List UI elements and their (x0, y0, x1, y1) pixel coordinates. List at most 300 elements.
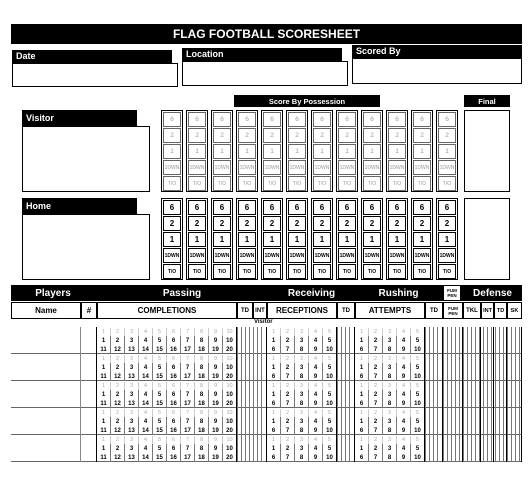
completion-cell[interactable]: 18 (195, 453, 209, 462)
reception-cell[interactable]: 6 (267, 372, 281, 381)
attempt-cell[interactable]: 2 (369, 444, 383, 453)
home-final-score[interactable] (464, 198, 510, 280)
attempt-cell[interactable]: 9 (397, 399, 411, 408)
reception-cell[interactable]: 9 (309, 399, 323, 408)
home-possession-cell[interactable]: T/O (188, 264, 206, 279)
reception-cell[interactable]: 2 (281, 336, 295, 345)
home-possession-cell[interactable]: 1DWN (188, 248, 206, 263)
attempt-cell[interactable]: 1 (355, 355, 369, 363)
attempt-cell[interactable]: 6 (355, 426, 369, 435)
home-possession-cell[interactable]: 2 (213, 216, 231, 231)
completion-cell[interactable]: 10 (223, 409, 237, 417)
completion-cell[interactable]: 1 (97, 336, 111, 345)
home-possession-cell[interactable]: T/O (438, 264, 456, 279)
completion-cell[interactable]: 15 (153, 453, 167, 462)
reception-cell[interactable]: 5 (323, 436, 337, 444)
reception-cell[interactable]: 1 (267, 417, 281, 426)
completion-cell[interactable]: 6 (167, 444, 181, 453)
completion-cell[interactable]: 13 (125, 399, 139, 408)
home-possession-cell[interactable]: T/O (313, 264, 331, 279)
reception-cell[interactable]: 1 (267, 363, 281, 372)
attempt-cell[interactable]: 8 (383, 372, 397, 381)
reception-cell[interactable]: 5 (323, 417, 337, 426)
completion-cell[interactable]: 6 (167, 382, 181, 390)
reception-cell[interactable]: 6 (267, 345, 281, 354)
attempt-cell[interactable]: 1 (355, 409, 369, 417)
home-possession-cell[interactable]: 6 (388, 200, 406, 215)
home-possession-cell[interactable]: T/O (163, 264, 181, 279)
completion-cell[interactable]: 3 (125, 417, 139, 426)
completion-cell[interactable]: 6 (167, 363, 181, 372)
completion-cell[interactable]: 15 (153, 345, 167, 354)
attempt-cell[interactable]: 7 (369, 399, 383, 408)
completion-cell[interactable]: 3 (125, 390, 139, 399)
visitor-possession-cell[interactable]: T/O (188, 176, 206, 191)
attempt-cell[interactable]: 6 (355, 453, 369, 462)
completion-cell[interactable]: 8 (195, 328, 209, 336)
home-possession-cell[interactable]: 6 (288, 200, 306, 215)
completion-cell[interactable]: 10 (223, 328, 237, 336)
completion-cell[interactable]: 7 (181, 444, 195, 453)
attempt-cell[interactable]: 4 (397, 444, 411, 453)
attempt-cell[interactable]: 1 (355, 417, 369, 426)
attempt-cell[interactable]: 9 (397, 372, 411, 381)
attempt-cell[interactable]: 5 (411, 409, 425, 417)
attempt-cell[interactable]: 6 (355, 372, 369, 381)
visitor-team-field[interactable] (22, 126, 150, 192)
completion-cell[interactable]: 7 (181, 328, 195, 336)
home-possession-cell[interactable]: T/O (338, 264, 356, 279)
completion-cell[interactable]: 5 (153, 328, 167, 336)
player-number-field[interactable] (81, 435, 97, 462)
visitor-possession-cell[interactable]: 1 (338, 144, 356, 159)
home-possession-cell[interactable]: 6 (313, 200, 331, 215)
attempt-cell[interactable]: 3 (383, 382, 397, 390)
reception-cell[interactable]: 4 (309, 417, 323, 426)
completion-cell[interactable]: 2 (111, 444, 125, 453)
attempt-cell[interactable]: 2 (369, 382, 383, 390)
home-possession-cell[interactable]: T/O (263, 264, 281, 279)
completion-cell[interactable]: 8 (195, 336, 209, 345)
visitor-possession-cell[interactable]: 1 (163, 144, 181, 159)
completion-cell[interactable]: 3 (125, 355, 139, 363)
attempt-cell[interactable]: 4 (397, 363, 411, 372)
completion-cell[interactable]: 16 (167, 399, 181, 408)
attempt-cell[interactable]: 8 (383, 453, 397, 462)
completion-cell[interactable]: 12 (111, 426, 125, 435)
attempt-cell[interactable]: 5 (411, 382, 425, 390)
attempt-cell[interactable]: 3 (383, 363, 397, 372)
completion-cell[interactable]: 3 (125, 363, 139, 372)
reception-cell[interactable]: 5 (323, 390, 337, 399)
home-possession-cell[interactable]: 6 (188, 200, 206, 215)
visitor-possession-cell[interactable]: 6 (313, 112, 331, 127)
visitor-possession-cell[interactable]: 6 (188, 112, 206, 127)
attempt-cell[interactable]: 3 (383, 328, 397, 336)
attempt-cell[interactable]: 5 (411, 355, 425, 363)
reception-cell[interactable]: 4 (309, 363, 323, 372)
visitor-possession-cell[interactable]: 1 (413, 144, 431, 159)
home-possession-cell[interactable]: 1 (188, 232, 206, 247)
completion-cell[interactable]: 3 (125, 336, 139, 345)
reception-cell[interactable]: 1 (267, 409, 281, 417)
home-possession-cell[interactable]: 1 (238, 232, 256, 247)
reception-cell[interactable]: 8 (295, 345, 309, 354)
completion-cell[interactable]: 7 (181, 390, 195, 399)
player-name-field[interactable] (11, 435, 81, 462)
completion-cell[interactable]: 10 (223, 363, 237, 372)
location-field[interactable] (182, 61, 348, 86)
attempt-cell[interactable]: 2 (369, 417, 383, 426)
visitor-possession-cell[interactable]: 2 (413, 128, 431, 143)
completion-cell[interactable]: 1 (97, 363, 111, 372)
completion-cell[interactable]: 15 (153, 426, 167, 435)
completion-cell[interactable]: 14 (139, 372, 153, 381)
attempt-cell[interactable]: 9 (397, 453, 411, 462)
reception-cell[interactable]: 1 (267, 336, 281, 345)
home-possession-cell[interactable]: T/O (288, 264, 306, 279)
home-possession-cell[interactable]: 6 (438, 200, 456, 215)
completion-cell[interactable]: 1 (97, 390, 111, 399)
completion-cell[interactable]: 1 (97, 417, 111, 426)
completion-cell[interactable]: 20 (223, 345, 237, 354)
reception-cell[interactable]: 9 (309, 345, 323, 354)
visitor-possession-cell[interactable]: 1DWN (413, 160, 431, 175)
completion-cell[interactable]: 14 (139, 426, 153, 435)
completion-cell[interactable]: 10 (223, 355, 237, 363)
attempt-cell[interactable]: 5 (411, 390, 425, 399)
visitor-possession-cell[interactable]: 2 (388, 128, 406, 143)
completion-cell[interactable]: 1 (97, 328, 111, 336)
completion-cell[interactable]: 20 (223, 399, 237, 408)
player-name-field[interactable] (11, 381, 81, 408)
attempt-cell[interactable]: 9 (397, 345, 411, 354)
attempt-cell[interactable]: 4 (397, 382, 411, 390)
completion-cell[interactable]: 6 (167, 328, 181, 336)
completion-cell[interactable]: 5 (153, 417, 167, 426)
visitor-possession-cell[interactable]: 1DWN (363, 160, 381, 175)
visitor-possession-cell[interactable]: 1DWN (388, 160, 406, 175)
home-possession-cell[interactable]: 6 (413, 200, 431, 215)
attempt-cell[interactable]: 3 (383, 444, 397, 453)
visitor-possession-cell[interactable]: 6 (213, 112, 231, 127)
completion-cell[interactable]: 8 (195, 444, 209, 453)
completion-cell[interactable]: 17 (181, 426, 195, 435)
attempt-cell[interactable]: 4 (397, 355, 411, 363)
completion-cell[interactable]: 9 (209, 444, 223, 453)
visitor-possession-cell[interactable]: 6 (413, 112, 431, 127)
reception-cell[interactable]: 5 (323, 409, 337, 417)
attempt-cell[interactable]: 7 (369, 372, 383, 381)
attempt-cell[interactable]: 7 (369, 345, 383, 354)
completion-cell[interactable]: 16 (167, 426, 181, 435)
home-possession-cell[interactable]: T/O (213, 264, 231, 279)
completion-cell[interactable]: 2 (111, 328, 125, 336)
completion-cell[interactable]: 2 (111, 336, 125, 345)
completion-cell[interactable]: 6 (167, 336, 181, 345)
reception-cell[interactable]: 7 (281, 372, 295, 381)
attempt-cell[interactable]: 9 (397, 426, 411, 435)
attempt-cell[interactable]: 5 (411, 417, 425, 426)
reception-cell[interactable]: 2 (281, 436, 295, 444)
completion-cell[interactable]: 3 (125, 382, 139, 390)
completion-cell[interactable]: 13 (125, 426, 139, 435)
attempt-cell[interactable]: 3 (383, 355, 397, 363)
home-possession-cell[interactable]: 2 (188, 216, 206, 231)
reception-cell[interactable]: 1 (267, 436, 281, 444)
completion-cell[interactable]: 11 (97, 372, 111, 381)
completion-cell[interactable]: 2 (111, 436, 125, 444)
reception-cell[interactable]: 3 (295, 336, 309, 345)
reception-cell[interactable]: 5 (323, 382, 337, 390)
visitor-possession-cell[interactable]: 2 (438, 128, 456, 143)
completion-cell[interactable]: 11 (97, 453, 111, 462)
completion-cell[interactable]: 9 (209, 363, 223, 372)
visitor-possession-cell[interactable]: T/O (313, 176, 331, 191)
completion-cell[interactable]: 3 (125, 328, 139, 336)
completion-cell[interactable]: 19 (209, 399, 223, 408)
visitor-possession-cell[interactable]: 2 (163, 128, 181, 143)
completion-cell[interactable]: 4 (139, 328, 153, 336)
completion-cell[interactable]: 14 (139, 399, 153, 408)
attempt-cell[interactable]: 2 (369, 390, 383, 399)
visitor-possession-cell[interactable]: 6 (438, 112, 456, 127)
attempt-cell[interactable]: 4 (397, 436, 411, 444)
attempt-cell[interactable]: 2 (369, 336, 383, 345)
home-possession-cell[interactable]: 1DWN (438, 248, 456, 263)
completion-cell[interactable]: 10 (223, 390, 237, 399)
completion-cell[interactable]: 4 (139, 355, 153, 363)
attempt-cell[interactable]: 7 (369, 453, 383, 462)
completion-cell[interactable]: 17 (181, 453, 195, 462)
visitor-possession-cell[interactable]: 1 (213, 144, 231, 159)
home-possession-cell[interactable]: 2 (288, 216, 306, 231)
reception-cell[interactable]: 8 (295, 372, 309, 381)
home-possession-cell[interactable]: 1DWN (238, 248, 256, 263)
visitor-possession-cell[interactable]: T/O (263, 176, 281, 191)
visitor-possession-cell[interactable]: 1DWN (438, 160, 456, 175)
visitor-possession-cell[interactable]: T/O (238, 176, 256, 191)
completion-cell[interactable]: 20 (223, 453, 237, 462)
completion-cell[interactable]: 8 (195, 363, 209, 372)
attempt-cell[interactable]: 8 (383, 345, 397, 354)
reception-cell[interactable]: 10 (323, 345, 337, 354)
player-number-field[interactable] (81, 354, 97, 381)
completion-cell[interactable]: 17 (181, 345, 195, 354)
visitor-possession-cell[interactable]: 1DWN (263, 160, 281, 175)
home-possession-cell[interactable]: 1 (263, 232, 281, 247)
visitor-possession-cell[interactable]: T/O (438, 176, 456, 191)
reception-cell[interactable]: 3 (295, 444, 309, 453)
player-name-field[interactable] (11, 354, 81, 381)
visitor-possession-cell[interactable]: 2 (288, 128, 306, 143)
completion-cell[interactable]: 17 (181, 399, 195, 408)
completion-cell[interactable]: 7 (181, 409, 195, 417)
home-possession-cell[interactable]: 1DWN (213, 248, 231, 263)
attempt-cell[interactable]: 1 (355, 436, 369, 444)
completion-cell[interactable]: 15 (153, 399, 167, 408)
attempt-cell[interactable]: 5 (411, 363, 425, 372)
visitor-possession-cell[interactable]: 6 (388, 112, 406, 127)
attempt-cell[interactable]: 2 (369, 328, 383, 336)
reception-cell[interactable]: 2 (281, 363, 295, 372)
reception-cell[interactable]: 7 (281, 345, 295, 354)
reception-cell[interactable]: 3 (295, 409, 309, 417)
attempt-cell[interactable]: 10 (411, 453, 425, 462)
reception-cell[interactable]: 7 (281, 399, 295, 408)
home-possession-cell[interactable]: 6 (163, 200, 181, 215)
home-possession-cell[interactable]: 6 (238, 200, 256, 215)
completion-cell[interactable]: 11 (97, 426, 111, 435)
home-possession-cell[interactable]: 2 (313, 216, 331, 231)
completion-cell[interactable]: 10 (223, 417, 237, 426)
completion-cell[interactable]: 9 (209, 417, 223, 426)
reception-cell[interactable]: 5 (323, 328, 337, 336)
completion-cell[interactable]: 7 (181, 336, 195, 345)
completion-cell[interactable]: 10 (223, 444, 237, 453)
completion-cell[interactable]: 16 (167, 372, 181, 381)
attempt-cell[interactable]: 6 (355, 399, 369, 408)
visitor-possession-cell[interactable]: 1DWN (163, 160, 181, 175)
completion-cell[interactable]: 2 (111, 355, 125, 363)
visitor-possession-cell[interactable]: 6 (363, 112, 381, 127)
home-team-field[interactable] (22, 214, 150, 280)
completion-cell[interactable]: 20 (223, 426, 237, 435)
visitor-possession-cell[interactable]: T/O (163, 176, 181, 191)
reception-cell[interactable]: 6 (267, 426, 281, 435)
reception-cell[interactable]: 4 (309, 355, 323, 363)
reception-cell[interactable]: 1 (267, 444, 281, 453)
home-possession-cell[interactable]: T/O (413, 264, 431, 279)
completion-cell[interactable]: 5 (153, 336, 167, 345)
completion-cell[interactable]: 13 (125, 372, 139, 381)
reception-cell[interactable]: 2 (281, 355, 295, 363)
attempt-cell[interactable]: 1 (355, 444, 369, 453)
completion-cell[interactable]: 7 (181, 436, 195, 444)
visitor-possession-cell[interactable]: 2 (213, 128, 231, 143)
attempt-cell[interactable]: 5 (411, 444, 425, 453)
home-possession-cell[interactable]: 1DWN (338, 248, 356, 263)
home-possession-cell[interactable]: 1 (288, 232, 306, 247)
completion-cell[interactable]: 9 (209, 328, 223, 336)
player-number-field[interactable] (81, 327, 97, 354)
attempt-cell[interactable]: 2 (369, 355, 383, 363)
home-possession-cell[interactable]: 2 (238, 216, 256, 231)
reception-cell[interactable]: 3 (295, 417, 309, 426)
visitor-possession-cell[interactable]: 1DWN (188, 160, 206, 175)
attempt-cell[interactable]: 1 (355, 390, 369, 399)
completion-cell[interactable]: 13 (125, 345, 139, 354)
visitor-possession-cell[interactable]: 2 (338, 128, 356, 143)
reception-cell[interactable]: 1 (267, 355, 281, 363)
player-number-field[interactable] (81, 408, 97, 435)
visitor-possession-cell[interactable]: 1 (188, 144, 206, 159)
completion-cell[interactable]: 17 (181, 372, 195, 381)
home-possession-cell[interactable]: 1DWN (288, 248, 306, 263)
reception-cell[interactable]: 2 (281, 444, 295, 453)
completion-cell[interactable]: 9 (209, 390, 223, 399)
completion-cell[interactable]: 4 (139, 417, 153, 426)
completion-cell[interactable]: 7 (181, 417, 195, 426)
home-possession-cell[interactable]: 2 (163, 216, 181, 231)
completion-cell[interactable]: 14 (139, 453, 153, 462)
home-possession-cell[interactable]: 2 (388, 216, 406, 231)
completion-cell[interactable]: 12 (111, 345, 125, 354)
attempt-cell[interactable]: 10 (411, 426, 425, 435)
visitor-possession-cell[interactable]: T/O (363, 176, 381, 191)
reception-cell[interactable]: 8 (295, 453, 309, 462)
reception-cell[interactable]: 6 (267, 399, 281, 408)
attempt-cell[interactable]: 10 (411, 345, 425, 354)
completion-cell[interactable]: 12 (111, 399, 125, 408)
attempt-cell[interactable]: 6 (355, 345, 369, 354)
player-name-field[interactable] (11, 408, 81, 435)
visitor-possession-cell[interactable]: 1DWN (313, 160, 331, 175)
reception-cell[interactable]: 1 (267, 390, 281, 399)
completion-cell[interactable]: 9 (209, 436, 223, 444)
attempt-cell[interactable]: 3 (383, 409, 397, 417)
visitor-possession-cell[interactable]: 6 (338, 112, 356, 127)
completion-cell[interactable]: 10 (223, 336, 237, 345)
home-possession-cell[interactable]: 6 (338, 200, 356, 215)
home-possession-cell[interactable]: 1 (413, 232, 431, 247)
reception-cell[interactable]: 4 (309, 328, 323, 336)
completion-cell[interactable]: 5 (153, 436, 167, 444)
visitor-possession-cell[interactable]: 1DWN (213, 160, 231, 175)
completion-cell[interactable]: 5 (153, 390, 167, 399)
completion-cell[interactable]: 8 (195, 409, 209, 417)
attempt-cell[interactable]: 3 (383, 436, 397, 444)
reception-cell[interactable]: 7 (281, 426, 295, 435)
completion-cell[interactable]: 7 (181, 355, 195, 363)
attempt-cell[interactable]: 3 (383, 417, 397, 426)
home-possession-cell[interactable]: T/O (363, 264, 381, 279)
reception-cell[interactable]: 9 (309, 453, 323, 462)
completion-cell[interactable]: 5 (153, 363, 167, 372)
attempt-cell[interactable]: 5 (411, 328, 425, 336)
home-possession-cell[interactable]: 6 (363, 200, 381, 215)
completion-cell[interactable]: 6 (167, 417, 181, 426)
reception-cell[interactable]: 7 (281, 453, 295, 462)
home-possession-cell[interactable]: 6 (263, 200, 281, 215)
reception-cell[interactable]: 6 (267, 453, 281, 462)
completion-cell[interactable]: 9 (209, 336, 223, 345)
home-possession-cell[interactable]: 1DWN (413, 248, 431, 263)
completion-cell[interactable]: 20 (223, 372, 237, 381)
home-possession-cell[interactable]: T/O (388, 264, 406, 279)
reception-cell[interactable]: 5 (323, 336, 337, 345)
visitor-possession-cell[interactable]: 1DWN (238, 160, 256, 175)
completion-cell[interactable]: 19 (209, 426, 223, 435)
reception-cell[interactable]: 4 (309, 409, 323, 417)
home-possession-cell[interactable]: 1 (163, 232, 181, 247)
reception-cell[interactable]: 1 (267, 382, 281, 390)
visitor-final-score[interactable] (464, 110, 510, 192)
attempt-cell[interactable]: 3 (383, 390, 397, 399)
completion-cell[interactable]: 1 (97, 444, 111, 453)
completion-cell[interactable]: 2 (111, 382, 125, 390)
completion-cell[interactable]: 4 (139, 436, 153, 444)
completion-cell[interactable]: 1 (97, 436, 111, 444)
completion-cell[interactable]: 9 (209, 409, 223, 417)
completion-cell[interactable]: 6 (167, 390, 181, 399)
attempt-cell[interactable]: 5 (411, 336, 425, 345)
reception-cell[interactable]: 8 (295, 399, 309, 408)
attempt-cell[interactable]: 2 (369, 363, 383, 372)
home-possession-cell[interactable]: 2 (438, 216, 456, 231)
reception-cell[interactable]: 5 (323, 444, 337, 453)
reception-cell[interactable]: 9 (309, 372, 323, 381)
